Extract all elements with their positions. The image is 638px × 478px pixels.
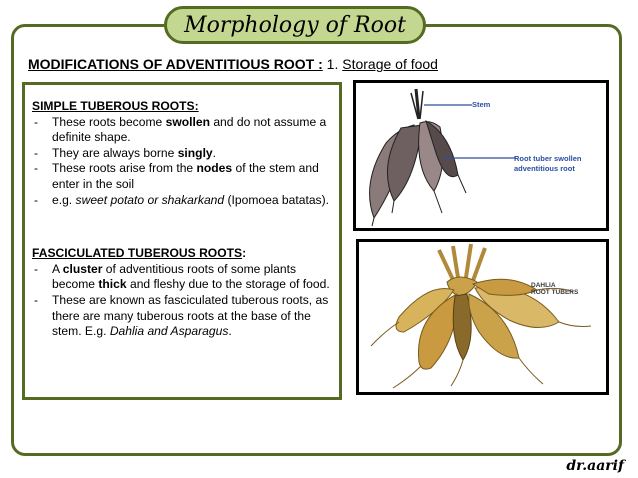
simple-tuberous-list — [32, 115, 333, 209]
dahlia-drawing — [359, 242, 606, 392]
sweet-potato-illustration — [353, 80, 609, 231]
title-banner — [164, 6, 426, 44]
heading-bold: MODIFICATIONS OF ADVENTITIOUS ROOT : — [28, 56, 323, 72]
list-item: - A cluster of adventitious roots of some plants become thick and fleshy due to the storage of food. — [32, 262, 333, 293]
section-heading — [28, 56, 438, 72]
list-item: - e.g. sweet potato or shakarkand (Ipomoea batatas). — [32, 193, 333, 209]
slide-title: Morphology of Root — [184, 12, 406, 38]
heading-number: 1. — [322, 56, 343, 72]
tuber-label-line2: adventitious root — [514, 164, 575, 173]
fasciculated-tuberous-list — [32, 262, 333, 340]
text-panel — [22, 82, 342, 400]
fasciculated-tuberous-title: FASCICULATED TUBEROUS ROOTS: — [32, 246, 247, 261]
tuber-label-line1: Root tuber swollen — [514, 154, 582, 163]
dahlia-illustration — [356, 239, 609, 395]
dahlia-label-line1: DAHLIA — [531, 282, 556, 289]
list-item: - These roots become swollen and do not assume a definite shape. — [32, 115, 333, 146]
heading-topic: Storage of food — [342, 56, 438, 72]
list-item: - They are always borne singly. — [32, 146, 333, 162]
dahlia-label-line2: ROOT TUBERS — [531, 289, 579, 296]
list-item: - These are known as fasciculated tuberous roots, as there are many tuberous roots at the base of the stem. E.g. Dahlia and Asparagus. — [32, 293, 333, 340]
list-item: - These roots arise from the nodes of the stem and enter in the soil — [32, 161, 333, 192]
simple-tuberous-title: SIMPLE TUBEROUS ROOTS: — [32, 99, 199, 113]
stem-label: Stem — [472, 100, 491, 109]
author-signature: dr.aarif — [566, 458, 624, 474]
